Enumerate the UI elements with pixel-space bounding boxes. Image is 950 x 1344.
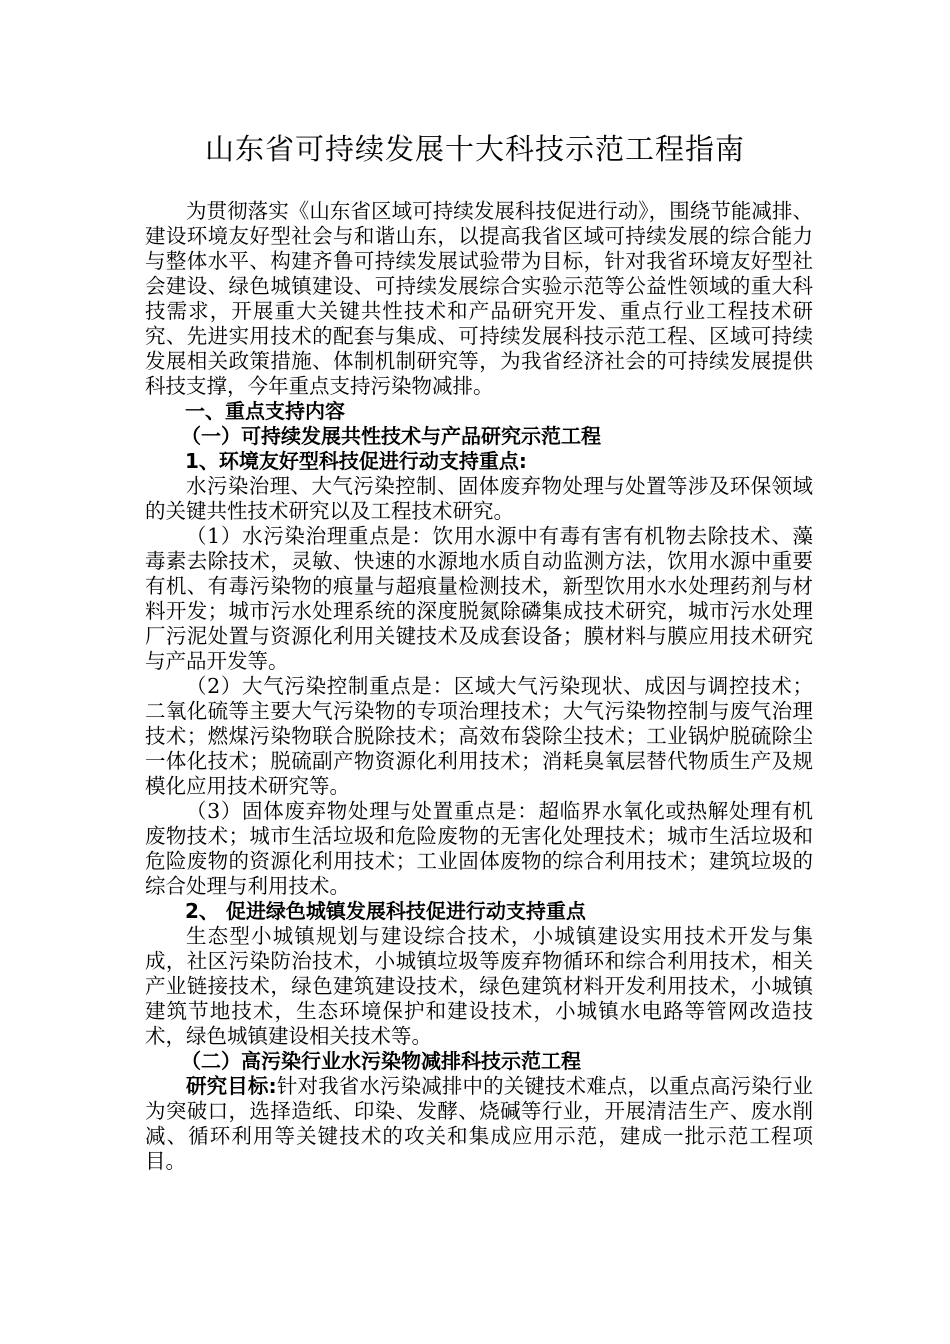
paragraph-green-town: 生态型小城镇规划与建设综合技术，小城镇建设实用技术开发与集成，社区污染防治技术，小城镇垃圾等废弃物循环和综合利用技术，相关产业链接技术，绿色建筑建设技术，绿色建筑材料开发利用技术，小城镇建筑节地技术，生态环境保护和建设技术，小城镇水电路等管网改造技术，绿色城镇建设相关技术等。 xyxy=(145,924,813,1048)
intro-paragraph: 为贯彻落实《山东省区域可持续发展科技促进行动》，围绕节能减排、建设环境友好型社会与和谐山东，以提高我省区域可持续发展的综合能力与整体水平、构建齐鲁可持续发展试验带为目标，针对我省环境友好型社会建设、绿色城镇建设、可持续发展综合实验示范等公益性领域的重大科技需求，开展重大关键共性技术和产品研究开发、重点行业工程技术研究、先进实用技术的配套与集成、可持续发展科技示范工程、区域可持续发展相关政策措施、体制机制研究等，为我省经济社会的可持续发展提供科技支撑，今年重点支持污染物减排。 xyxy=(145,199,813,398)
item-heading-green-town: 2、 促进绿色城镇发展科技促进行动支持重点 xyxy=(185,899,586,923)
section-heading-key-support: 一、重点支持内容 xyxy=(185,399,345,423)
document-title: 山东省可持续发展十大科技示范工程指南 xyxy=(204,132,745,166)
paragraph-air-pollution: （2）大气污染控制重点是：区域大气污染现状、成因与调控技术；二氧化硫等主要大气污染物的专项治理技术；大气污染物控制与废气治理技术；燃煤污染物联合脱除技术；高效布袋除尘技术；工业锅炉脱硫除尘一体化技术；脱硫副产物资源化利用技术；消耗臭氧层替代物质生产及规模化应用技术研究等。 xyxy=(145,674,813,798)
subsection-heading-water-reduction: （二）高污染行业水污染物减排科技示范工程 xyxy=(181,1049,581,1073)
research-goal-label: 研究目标: xyxy=(186,1074,277,1098)
item-heading-environment-friendly: 1、环境友好型科技促进行动支持重点: xyxy=(185,449,527,473)
paragraph-research-goal xyxy=(145,1074,813,1174)
paragraph-water-pollution: （1）水污染治理重点是：饮用水源中有毒有害有机物去除技术、藻毒素去除技术，灵敏、快速的水源地水质自动监测方法，饮用水源中重要有机、有毒污染物的痕量与超痕量检测技术，新型饮用水水处理药剂与材料开发；城市污水处理系统的深度脱氮除磷集成技术研究，城市污水处理厂污泥处置与资源化利用关键技术及成套设备；膜材料与膜应用技术研究与产品开发等。 xyxy=(145,524,813,673)
subsection-heading-common-tech: （一）可持续发展共性技术与产品研究示范工程 xyxy=(181,424,601,448)
paragraph-environment-scope: 水污染治理、大气污染控制、固体废弃物处理与处置等涉及环保领域的关键共性技术研究以及工程技术研究。 xyxy=(145,474,813,523)
document-body xyxy=(145,199,813,1174)
research-goal-text: 针对我省水污染减排中的关键技术难点，以重点高污染行业为突破口，选择造纸、印染、发酵、烧碱等行业，开展清洁生产、废水削减、循环利用等关键技术的攻关和集成应用示范，建成一批示范工程项目。 xyxy=(145,1074,814,1173)
paragraph-solid-waste: （3）固体废弃物处理与处置重点是：超临界水氧化或热解处理有机废物技术；城市生活垃圾和危险废物的无害化处理技术；城市生活垃圾和危险废物的资源化利用技术；工业固体废物的综合利用技术；建筑垃圾的综合处理与利用技术。 xyxy=(145,799,813,898)
